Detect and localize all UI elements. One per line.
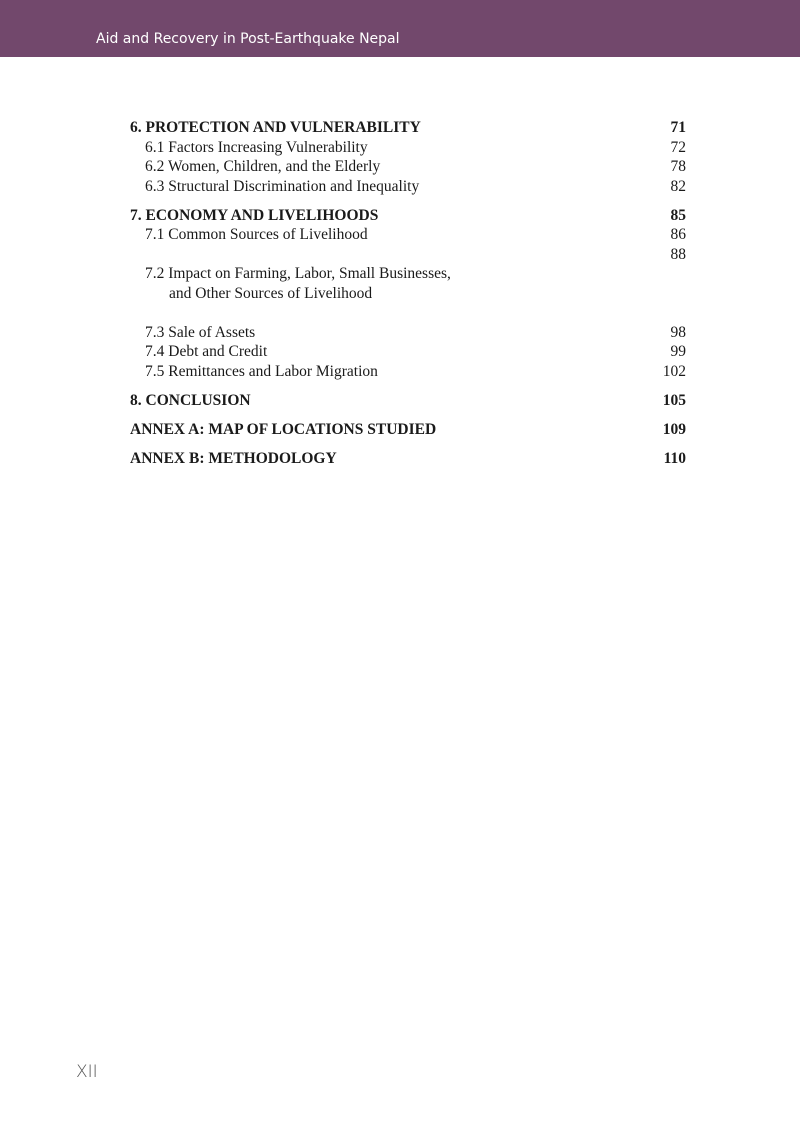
- toc-entry-label: 6.1 Factors Increasing Vulnerability: [145, 138, 368, 156]
- toc-entry-section-6[interactable]: [130, 118, 686, 138]
- toc-entry-label: 6. PROTECTION AND VULNERABILITY: [130, 119, 421, 136]
- toc-entry-6-3[interactable]: [130, 177, 686, 197]
- toc-entry-page: 98: [670, 323, 686, 341]
- toc-entry-page: 109: [662, 420, 686, 438]
- toc-entry-label: 6.2 Women, Children, and the Elderly: [145, 158, 381, 175]
- toc-entry-label: 7.1 Common Sources of Livelihood: [145, 226, 368, 243]
- page-number: XII: [76, 1062, 98, 1082]
- header-bar: [0, 0, 800, 57]
- toc-entry-section-8[interactable]: [130, 391, 686, 411]
- toc-entry-label: 7.4 Debt and Credit: [145, 343, 268, 360]
- toc-entry-page: 105: [662, 391, 686, 409]
- toc-entry-6-2[interactable]: [130, 157, 686, 177]
- toc-entry-7-1[interactable]: [130, 225, 686, 245]
- toc-entry-label: 7.5 Remittances and Labor Migration: [145, 362, 378, 380]
- toc-entry-section-7[interactable]: [130, 206, 686, 226]
- toc-entry-annex-b[interactable]: [130, 449, 686, 469]
- toc-entry-page: 82: [670, 177, 686, 195]
- toc-entry-label: 7. ECONOMY AND LIVELIHOODS: [130, 206, 379, 224]
- toc-entry-7-2[interactable]: [130, 245, 686, 323]
- toc-entry-page: 71: [670, 119, 686, 136]
- toc-entry-page: 85: [670, 206, 686, 224]
- toc-entry-annex-a[interactable]: [130, 420, 686, 440]
- toc-entry-page: 110: [663, 449, 686, 467]
- running-header-title: Aid and Recovery in Post-Earthquake Nepal: [96, 31, 400, 47]
- toc-entry-page: 72: [670, 138, 686, 156]
- toc-entry-page: 88: [670, 245, 686, 263]
- toc-entry-label-line1: 7.2 Impact on Farming, Labor, Small Businesses,: [145, 265, 451, 282]
- toc-entry-7-4[interactable]: [130, 342, 686, 362]
- toc-entry-page: 78: [670, 158, 686, 175]
- toc-entry-label: ANNEX A: MAP OF LOCATIONS STUDIED: [130, 420, 437, 438]
- toc-entry-label: 6.3 Structural Discrimination and Inequality: [145, 177, 420, 195]
- toc-entry-7-3[interactable]: [130, 323, 686, 343]
- table-of-contents: [130, 118, 686, 468]
- toc-entry-page: 86: [670, 226, 686, 243]
- toc-entry-label: 8. CONCLUSION: [130, 391, 251, 409]
- toc-entry-page: 102: [662, 362, 686, 380]
- toc-entry-label-line2: and Other Sources of Livelihood: [169, 284, 373, 302]
- toc-entry-label: [130, 245, 451, 323]
- toc-entry-6-1[interactable]: [130, 138, 686, 158]
- toc-entry-page: 99: [670, 343, 686, 360]
- toc-entry-label: 7.3 Sale of Assets: [145, 323, 256, 341]
- toc-entry-label: ANNEX B: METHODOLOGY: [130, 449, 337, 467]
- toc-entry-7-5[interactable]: [130, 362, 686, 382]
